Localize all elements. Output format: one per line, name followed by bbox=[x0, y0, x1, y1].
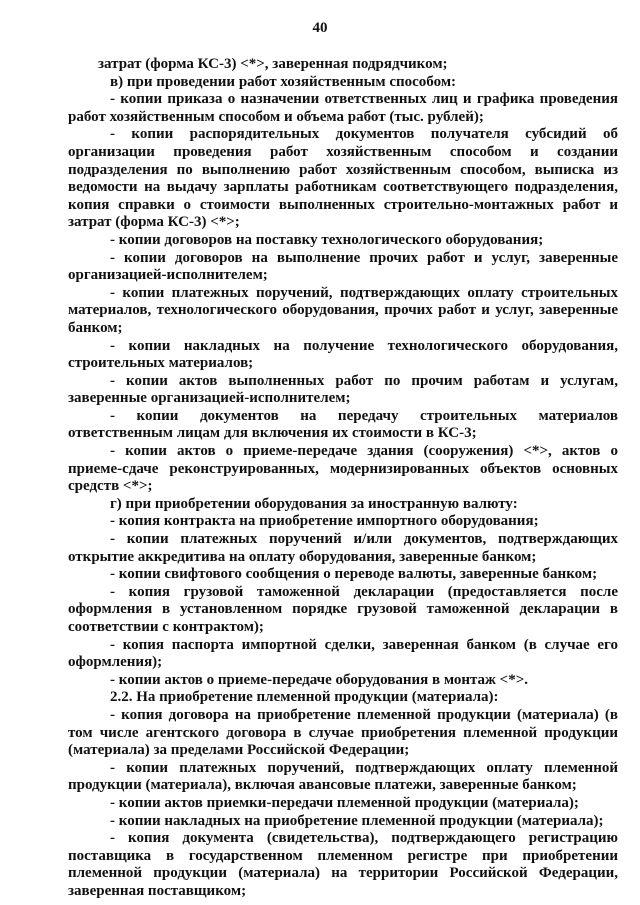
paragraph: - копии накладных на приобретение племенной продукции (материала); bbox=[110, 812, 604, 829]
paragraph: - копии свифтового сообщения о переводе валюты, заверенные банком; bbox=[110, 566, 598, 583]
paragraph: - копия договора на приобретение племенной продукции (материала) (в том числе агентского договора в случае приобретения племенной продукции (материала) за пределами Российской Федерации; bbox=[68, 706, 618, 759]
paragraph: - копии актов выполненных работ по прочим работам и услугам, заверенные организацией-исполнителем; bbox=[68, 372, 618, 407]
paragraph: - копии приказа о назначении ответственных лиц и графика проведения работ хозяйственным способом и объема работ (тыс. рублей); bbox=[68, 91, 618, 125]
document-body bbox=[68, 56, 618, 901]
paragraph: 2.2. На приобретение племенной продукции (материала): bbox=[110, 689, 499, 706]
paragraph: - копия документа (свидетельства), подтверждающего регистрацию поставщика в государственном племенном регистре при приобретении племенной продукции (материала) на территории Российской Федерации, заверенная поставщиком; bbox=[68, 830, 618, 899]
paragraph: - копии актов о приеме-передаче оборудования в монтаж <*>. bbox=[110, 671, 529, 688]
paragraph: - копии платежных поручений, подтверждающих оплату племенной продукции (материала), включая авансовые платежи, заверенные банком; bbox=[68, 759, 618, 794]
paragraph: - копии актов о приеме-передаче здания (сооружения) <*>, актов о приеме-сдаче реконструированных, модернизированных объектов основных средств <*>; bbox=[68, 443, 618, 495]
paragraph: - копии актов приемки-передачи племенной продукции (материала); bbox=[110, 794, 579, 811]
paragraph: в) при проведении работ хозяйственным способом: bbox=[110, 73, 457, 90]
paragraph: г) при приобретении оборудования за иностранную валюту: bbox=[110, 495, 518, 512]
paragraph: - копия паспорта импортной сделки, заверенная банком (в случае его оформления); bbox=[68, 636, 618, 671]
paragraph: затрат (форма КС-3) <*>, заверенная подрядчиком; bbox=[98, 56, 448, 72]
page-number: 40 bbox=[312, 20, 328, 36]
paragraph: - копии платежных поручений, подтверждающих оплату строительных материалов, технологического оборудования, прочих работ и услуг, заверенные банком; bbox=[68, 284, 618, 336]
paragraph: - копии договоров на поставку технологического оборудования; bbox=[110, 231, 544, 248]
paragraph: - копия контракта на приобретение импортного оборудования; bbox=[110, 513, 539, 530]
paragraph: - копия грузовой таможенной декларации (предоставляется после оформления в установленном порядке грузовой таможенной декларации в соответствии с контрактом); bbox=[68, 583, 618, 635]
paragraph: - копии платежных поручений и/или документов, подтверждающих открытие аккредитива на оплату оборудования, заверенные банком; bbox=[68, 531, 618, 565]
paragraph: - копии договоров на выполнение прочих работ и услуг, заверенные организацией-исполнителем; bbox=[68, 249, 618, 284]
paragraph: - копии накладных на получение технологического оборудования, строительных материалов; bbox=[68, 337, 618, 372]
paragraph: - копии документов на передачу строительных материалов ответственным лицам для включения их стоимости в КС-3; bbox=[68, 407, 618, 442]
paragraph: - копии распорядительных документов получателя субсидий об организации проведения работ хозяйственным способом и создании подразделения по выполнению работ хозяйственным способом, выписка из ведомости на выдачу зарплаты работникам соответствующего подразделения, копия справки о стоимости выполненных строительно-монтажных работ и затрат (форма КС-3) <*>; bbox=[68, 126, 618, 231]
